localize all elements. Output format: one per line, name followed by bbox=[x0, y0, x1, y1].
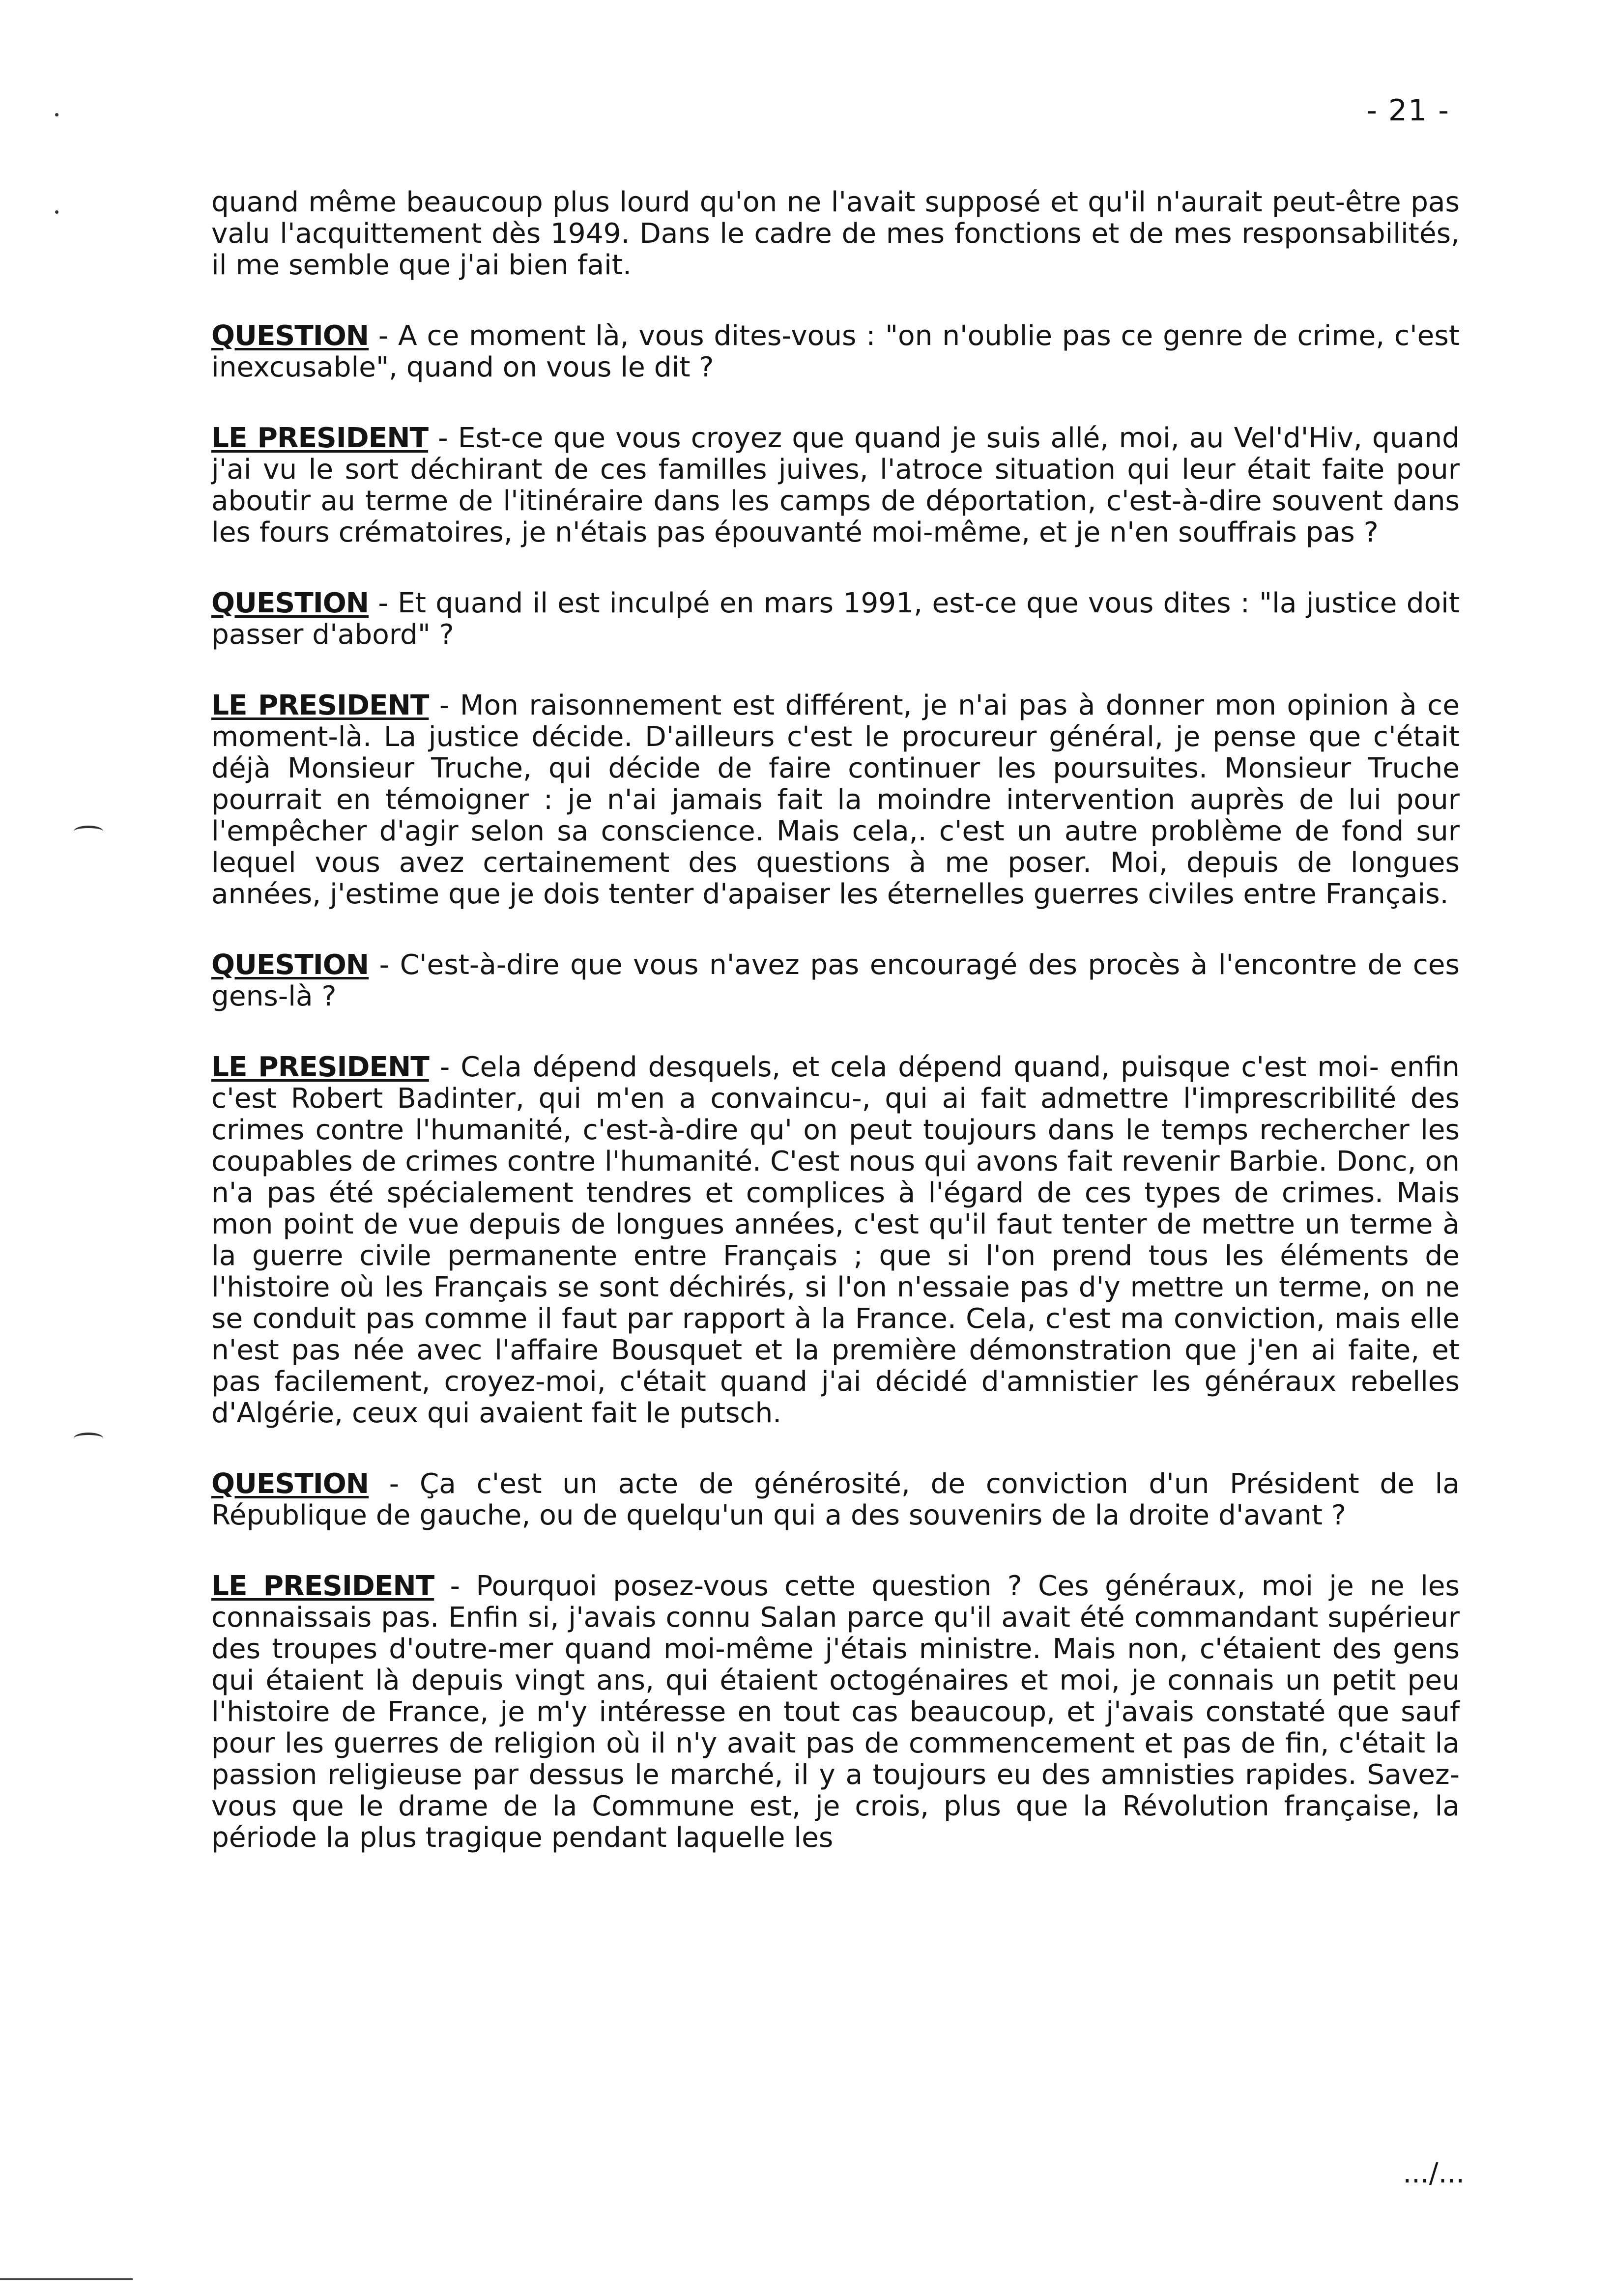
question-paragraph bbox=[211, 949, 1460, 1012]
speaker-label: LE PRESIDENT bbox=[211, 1051, 429, 1083]
question-paragraph bbox=[211, 320, 1460, 383]
answer-paragraph bbox=[211, 690, 1460, 910]
margin-mark bbox=[74, 826, 103, 837]
speaker-label: QUESTION bbox=[211, 320, 369, 352]
bottom-rule bbox=[0, 2278, 133, 2280]
paragraph-text: - Cela dépend desquels, et cela dépend quand, puisque c'est moi- enfin c'est Robert Badinter, qui m'en a convaincu-, qui ai fait admettre l'imprescribilité des crimes contre l'humanité, c'est-à-dire qu' on peut toujours dans le temps rechercher les coupables de crimes contre l'humanité. C'est nous qui avons fait revenir Barbie. Donc, on n'a pas été spécialement tendres et complices à l'égard de ces types de crimes. Mais mon point de vue depuis de longues années, c'est qu'il faut tenter de mettre un terme à la guerre civile permanente entre Français ; que si l'on prend tous les éléments de l'histoire où les Français se sont déchirés, si l'on n'essaie pas d'y mettre un terme, on ne se conduit pas comme il faut par rapport à la France. Cela, c'est ma conviction, mais elle n'est pas née avec l'affaire Bousquet et la première démonstration que j'en ai faite, et pas facilement, croyez-moi, c'était quand j'ai décidé d'amnistier les généraux rebelles d'Algérie, ceux qui avaient fait le putsch. bbox=[211, 1051, 1460, 1429]
transcript-body bbox=[211, 187, 1460, 1893]
answer-paragraph bbox=[211, 423, 1460, 548]
question-paragraph bbox=[211, 588, 1460, 651]
paragraph-text: - Est-ce que vous croyez que quand je suis allé, moi, au Vel'd'Hiv, quand j'ai vu le sort déchirant de ces familles juives, l'atroce situation qui leur était faite pour aboutir au terme de l'itinéraire dans les camps de déportation, c'est-à-dire souvent dans les fours crématoires, je n'étais pas épouvanté moi-même, et je n'en souffrais pas ? bbox=[211, 422, 1460, 548]
paragraph-text: - Et quand il est inculpé en mars 1991, est-ce que vous dites : "la justice doit passer d'abord" ? bbox=[211, 587, 1460, 651]
paragraph-text: - Mon raisonnement est différent, je n'ai pas à donner mon opinion à ce moment-là. La justice décide. D'ailleurs c'est le procureur général, je pense que c'était déjà Monsieur Truche, qui décide de faire continuer les poursuites. Monsieur Truche pourrait en témoigner : je n'ai jamais fait la moindre intervention auprès de lui pour l'empêcher d'agir selon sa conscience. Mais cela,. c'est un autre problème de fond sur lequel vous avez certainement des questions à me poser. Moi, depuis de longues années, j'estime que je dois tenter d'apaiser les éternelles guerres civiles entre Français. bbox=[211, 689, 1460, 910]
margin-dot bbox=[55, 113, 58, 116]
speaker-label: LE PRESIDENT bbox=[211, 689, 429, 721]
speaker-label: QUESTION bbox=[211, 1468, 369, 1500]
margin-dot bbox=[55, 210, 58, 214]
paragraph-text: - C'est-à-dire que vous n'avez pas encouragé des procès à l'encontre de ces gens-là ? bbox=[211, 949, 1460, 1012]
speaker-label: QUESTION bbox=[211, 587, 369, 619]
answer-paragraph bbox=[211, 1052, 1460, 1429]
paragraph-text: - Ça c'est un acte de générosité, de conviction d'un Président de la République de gauche, ou de quelqu'un qui a des souvenirs de la droite d'avant ? bbox=[211, 1468, 1460, 1531]
speaker-label: LE PRESIDENT bbox=[211, 422, 429, 454]
paragraph-text: - Pourquoi posez-vous cette question ? Ces généraux, moi je ne les connaissais pas. Enfin si, j'avais connu Salan parce qu'il avait été commandant supérieur des troupes d'outre-mer quand moi-même j'étais ministre. Mais non, c'étaient des gens qui étaient là depuis vingt ans, qui étaient octogénaires et moi, je connais un petit peu l'histoire de France, je m'y intéresse en tout cas beaucoup, et j'avais constaté que sauf pour les guerres de religion où il n'y avait pas de commencement et pas de fin, c'était la passion religieuse par dessus le marché, il y a toujours eu des amnisties rapides. Savez-vous que le drame de la Commune est, je crois, plus que la Révolution française, la période la plus tragique pendant laquelle les bbox=[211, 1570, 1460, 1854]
paragraph-text: quand même beaucoup plus lourd qu'on ne l'avait supposé et qu'il n'aurait peut-être pas valu l'acquittement dès 1949. Dans le cadre de mes fonctions et de mes responsabilités, il me semble que j'ai bien fait. bbox=[211, 186, 1460, 281]
question-paragraph bbox=[211, 1468, 1460, 1531]
paragraph-continuation bbox=[211, 187, 1460, 281]
paragraph-text: - A ce moment là, vous dites-vous : "on n'oublie pas ce genre de crime, c'est inexcusable", quand on vous le dit ? bbox=[211, 320, 1460, 383]
speaker-label: LE PRESIDENT bbox=[211, 1570, 434, 1602]
margin-mark bbox=[74, 1433, 103, 1444]
answer-paragraph bbox=[211, 1571, 1460, 1854]
continuation-marker: .../... bbox=[1403, 2157, 1465, 2189]
speaker-label: QUESTION bbox=[211, 949, 369, 981]
page-number: - 21 - bbox=[1366, 93, 1450, 128]
